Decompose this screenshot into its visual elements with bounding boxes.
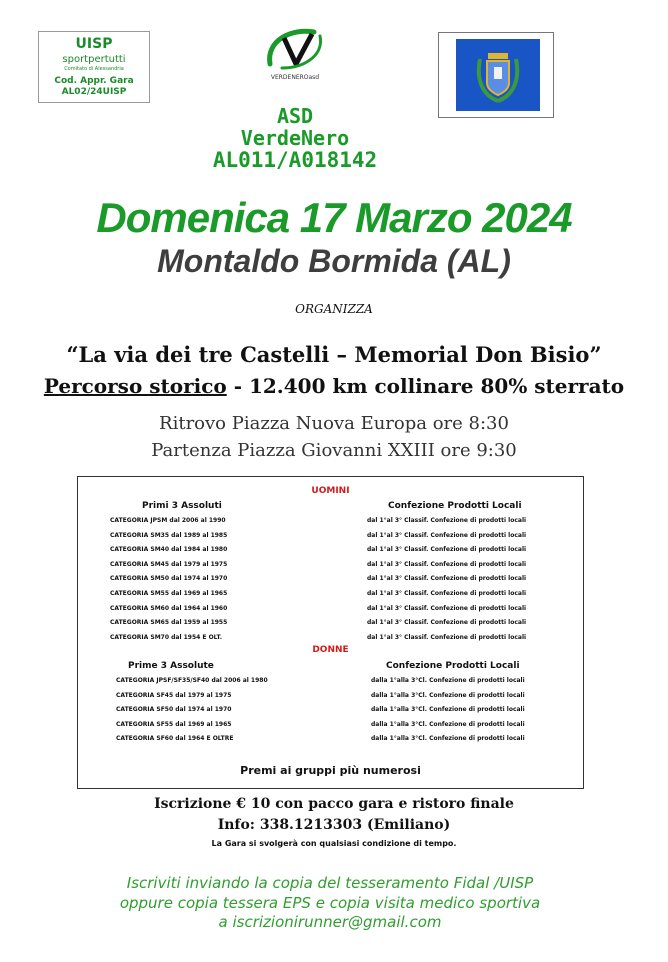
women-prize-row: dalla 1°alla 3°Cl. Confezione di prodotti locali (371, 691, 525, 699)
organizza-label: ORGANIZZA (295, 302, 373, 316)
verdenero-logo-text: VERDENEROasd (270, 74, 320, 81)
uisp-committee: Comitato di Alessandria (64, 66, 124, 72)
flag-background (456, 39, 540, 111)
event-place: Montaldo Bormida (AL) (157, 243, 511, 279)
women-section-title: DONNE (312, 645, 349, 655)
women-left-header: Prime 3 Assolute (128, 661, 214, 671)
men-prize-row: dal 1°al 3° Classif. Confezione di prodotti locali (367, 633, 527, 641)
men-prize-row: dal 1°al 3° Classif. Confezione di prodotti locali (367, 590, 527, 597)
meeting-point: Ritrovo Piazza Nuova Europa ore 8:30 (159, 413, 509, 434)
uisp-code-value: AL02/24UISP (61, 87, 127, 97)
men-prize-row: dal 1°al 3° Classif. Confezione di prodotti locali (367, 517, 527, 524)
signup-email: a iscrizionirunner@gmail.com (218, 913, 442, 931)
group-prize-note: Premi ai gruppi più numerosi (240, 764, 421, 777)
men-right-header: Confezione Prodotti Locali (388, 501, 522, 511)
signup-line-2: oppure copia tessera EPS e copia visita medico sportiva (119, 894, 541, 912)
uisp-brand: UISP (75, 36, 113, 52)
men-left-header: Primi 3 Assoluti (142, 501, 222, 511)
women-category-row: CATEGORIA SF60 dal 1964 E OLTRE (116, 735, 234, 742)
women-prize-row: dalla 1°alla 3°Cl. Confezione di prodotti locali (371, 706, 525, 713)
club-name-nero: Nero (301, 126, 350, 150)
route-line (0, 374, 668, 398)
women-prize-row: dalla 1°alla 3°Cl. Confezione di prodotti locali (371, 735, 525, 742)
municipal-crest-icon (456, 39, 540, 111)
men-category-row: CATEGORIA SM65 dal 1959 al 1955 (110, 619, 228, 627)
women-category-row: CATEGORIA SF45 dal 1979 al 1975 (116, 691, 232, 699)
women-category-row: CATEGORIA SF50 dal 1974 al 1970 (116, 706, 232, 713)
women-category-row: CATEGORIA JPSF/SF35/SF40 dal 2006 al 1980 (116, 677, 268, 684)
men-category-row: CATEGORIA SM60 dal 1964 al 1960 (110, 604, 228, 612)
signup-line-1: Iscriviti inviando la copia del tesseramento Fidal /UISP (126, 874, 534, 892)
men-category-row: CATEGORIA JPSM dal 2006 al 1990 (110, 517, 226, 524)
route-label: Percorso storico (43, 374, 227, 398)
men-prize-row: dal 1°al 3° Classif. Confezione di prodotti locali (367, 531, 527, 539)
men-prize-row: dal 1°al 3° Classif. Confezione di prodotti locali (367, 575, 527, 583)
men-category-row: CATEGORIA SM55 dal 1969 al 1965 (110, 590, 228, 597)
verdenero-logo-icon (262, 24, 328, 74)
registration-fee: Iscrizione € 10 con pacco gara e ristoro finale (154, 796, 514, 812)
club-code: AL011/A018142 (212, 148, 378, 172)
weather-note: La Gara si svolgerà con qualsiasi condizione di tempo. (211, 839, 457, 848)
women-prize-row: dalla 1°alla 3°Cl. Confezione di prodotti locali (371, 677, 525, 684)
men-category-row: CATEGORIA SM40 dal 1984 al 1980 (110, 546, 228, 554)
race-title: “La via dei tre Castelli – Memorial Don Bisio” (66, 342, 602, 367)
men-category-row: CATEGORIA SM70 dal 1954 E OLT. (110, 633, 222, 641)
route-details: - 12.400 km collinare 80% sterrato (226, 374, 625, 398)
men-prize-row: dal 1°al 3° Classif. Confezione di prodotti locali (367, 546, 527, 554)
asd-label: ASD (276, 104, 314, 128)
start-point: Partenza Piazza Giovanni XXIII ore 9:30 (151, 440, 517, 461)
club-name (0, 126, 590, 150)
uisp-subtitle: sportpertutti (62, 54, 126, 65)
women-category-row: CATEGORIA SF55 dal 1969 al 1965 (116, 720, 232, 728)
men-category-row: CATEGORIA SM45 dal 1979 al 1975 (110, 560, 228, 568)
men-prize-row: dal 1°al 3° Classif. Confezione di prodotti locali (367, 604, 527, 612)
info-contact: Info: 338.1213303 (Emiliano) (217, 817, 451, 833)
men-prize-row: dal 1°al 3° Classif. Confezione di prodotti locali (367, 619, 527, 627)
prizes-table (77, 476, 584, 789)
men-section-title: UOMINI (311, 486, 350, 496)
women-right-header: Confezione Prodotti Locali (386, 661, 520, 671)
event-date: Domenica 17 Marzo 2024 (96, 194, 572, 241)
uisp-logo-box (38, 31, 150, 103)
men-category-row: CATEGORIA SM35 dal 1989 al 1985 (110, 531, 228, 539)
uisp-code-label: Cod. Appr. Gara (54, 76, 134, 86)
women-prize-row: dalla 1°alla 3°Cl. Confezione di prodotti locali (371, 720, 525, 728)
uisp-approval-code (39, 76, 149, 98)
men-prize-row: dal 1°al 3° Classif. Confezione di prodotti locali (367, 560, 527, 568)
club-name-verde: Verde (240, 126, 302, 150)
men-category-row: CATEGORIA SM50 dal 1974 al 1970 (110, 575, 228, 583)
